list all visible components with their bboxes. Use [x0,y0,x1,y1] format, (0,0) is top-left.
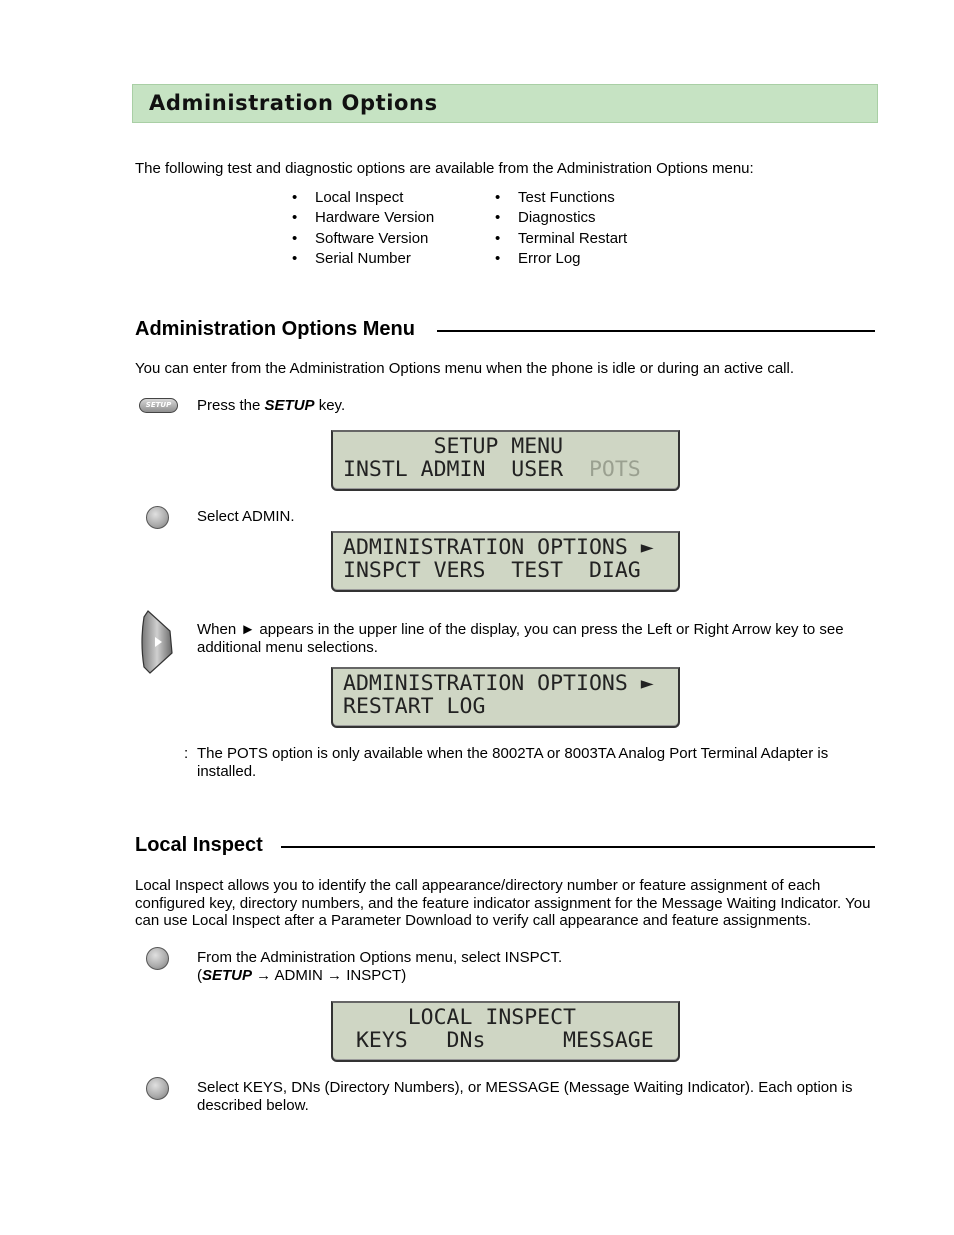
section-heading-local-inspect [135,834,875,857]
step-select-inspct [197,949,877,985]
intro-paragraph: The following test and diagnostic options are available from the Administration Options menu: [135,160,754,177]
note-marker: : [184,745,189,762]
step-arrow-instructions: When ► appears in the upper line of the display, you can press the Left or Right Arrow key to see additional menu selections. [197,621,844,656]
menu-path [197,967,877,985]
section-heading-text: Administration Options Menu [135,318,415,340]
lcd-softkey-pots-dimmed: POTS [588,457,641,482]
softkey-button-icon [146,506,169,529]
lcd-line: INSPCT VERS TEST DIAG [343,558,641,583]
step-select-admin: Select ADMIN. [197,508,295,525]
list-item: • Serial Number [292,249,434,269]
pots-note: The POTS option is only available when the 8002TA or 8003TA Analog Port Terminal Adapter is installed. [197,745,829,780]
softkey-button-icon [146,947,169,970]
lcd-line: SETUP MENU [343,434,564,459]
options-list-left [292,188,434,270]
setup-key-name: SETUP [202,967,253,984]
path-rest: → ADMIN → INSPCT) [252,967,407,984]
step-text: From the Administration Options menu, select INSPCT. [197,949,563,966]
page-title: Administration Options [149,91,438,115]
options-list-right [495,188,627,270]
list-item: • Error Log [495,249,627,269]
lcd-line: RESTART LOG [343,694,486,719]
page-banner [132,84,878,123]
admin-menu-paragraph: You can enter from the Administration Options menu when the phone is idle or during an active call. [135,360,794,377]
list-item: • Software Version [292,229,434,249]
softkey-button-icon [146,1077,169,1100]
local-inspect-paragraph: Local Inspect allows you to identify the call appearance/directory number or feature assignment of each configured key, directory numbers, and the feature indicator assignment for the Message Waiting Indicator. You can use Local Inspect after a Parameter Download to verify call appearance and feature assignments. [135,877,871,929]
list-item: • Local Inspect [292,188,434,208]
section-heading-admin-menu [135,318,875,341]
right-arrow-key-icon [140,609,176,675]
heading-rule [281,846,875,848]
step-text: key. [314,397,346,414]
list-item: • Diagnostics [495,208,627,228]
lcd-line [343,458,678,481]
lcd-line: KEYS DNs MESSAGE [343,1028,654,1053]
step-text: Press the [197,397,265,414]
setup-key-icon: SETUP [139,398,178,413]
list-item: • Hardware Version [292,208,434,228]
section-heading-text: Local Inspect [135,834,263,856]
lcd-admin-options-2 [331,667,680,728]
lcd-line: ADMINISTRATION OPTIONS ► [343,671,654,696]
step-select-keys: Select KEYS, DNs (Directory Numbers), or MESSAGE (Message Waiting Indicator). Each option is described below. [197,1079,853,1114]
lcd-setup-menu [331,430,680,491]
path-open: ( [197,967,202,984]
lcd-admin-options-1 [331,531,680,592]
lcd-softkeys: INSTL ADMIN USER [343,457,589,482]
list-item: • Terminal Restart [495,229,627,249]
heading-rule [437,330,875,332]
lcd-line: ADMINISTRATION OPTIONS ► [343,535,654,560]
lcd-line: LOCAL INSPECT [343,1005,576,1030]
step-press-setup [197,397,877,415]
setup-key-name: SETUP [264,397,315,414]
list-item: • Test Functions [495,188,627,208]
lcd-local-inspect [331,1001,680,1062]
